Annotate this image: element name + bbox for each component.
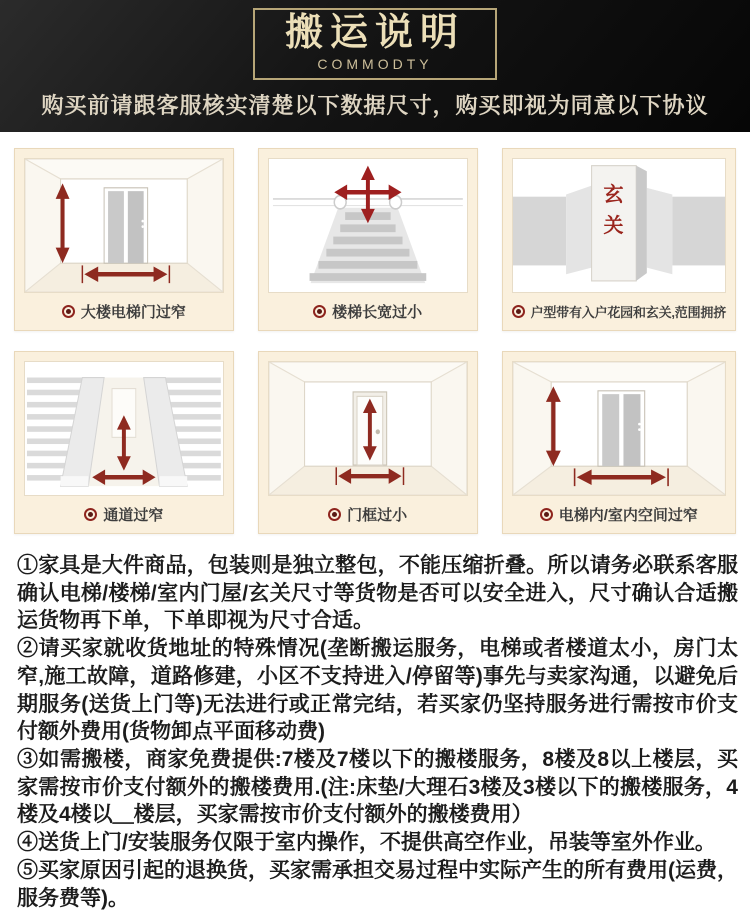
term-item-4: ④送货上门/安装服务仅限于室内操作，不提供高空作业，吊装等室外作业。 [17,831,716,855]
door-room-illustration [268,361,468,496]
bullseye-icon [328,508,341,521]
page-subtitle: COMMODTY [317,55,433,72]
bullseye-icon [512,305,525,318]
card-narrow-passage [14,351,234,534]
card-entry-hallway [502,148,736,331]
bullseye-icon [84,508,97,521]
card-stairs [258,148,478,331]
bullseye-icon [313,305,326,318]
elevator-room-illustration [512,361,726,496]
door-room-icon [269,362,467,495]
card-caption [512,293,726,330]
caption-label: 户型带有入户花园和玄关,范围拥挤 [530,305,726,320]
caption-label: 大楼电梯门过窄 [80,304,186,321]
card-caption [512,496,726,533]
terms-section [0,542,750,922]
card-elevator-door [14,148,234,331]
term-item-5: ⑤买家原因引起的退换货，买家需承担交易过程中实际产生的所有费用(运费，服务费等)。 [17,858,738,910]
narrow-passage-illustration [24,361,224,496]
card-caption [24,293,224,330]
elevator-room-icon [513,362,725,495]
term-item-1: ①家具是大件商品，包装则是独立整包，不能压缩折叠。所以请务必联系客服确认电梯/楼梯/室内门屋/玄关尺寸等货物是否可以安全进入，尺寸确认合适搬运货物再下单，下单即视为尺寸合适。 [17,554,738,633]
stairs-icon [269,159,467,292]
card-caption [268,496,468,533]
caption-label: 楼梯长宽过小 [332,304,423,321]
caption-label: 门框过小 [347,507,408,524]
elevator-room-icon [25,159,223,292]
illustration-grid [0,132,750,542]
card-caption [268,293,468,330]
term-item-2: ②请买家就收货地址的特殊情况(垄断搬运服务，电梯或者楼道太小，房门太窄,施工故障，道路修建，小区不支持进入/停留等)事先与卖家沟通，以避免后期服务(送货上门等)无法进行或正常完结，若买家仍坚持服务进行需按市价支付额外费用(货物卸点平面移动费) [17,637,738,744]
narrow-passage-icon [25,362,223,495]
card-elevator-space [502,351,736,534]
term-item-3: ③如需搬楼，商家免费提供:7楼及7楼以下的搬楼服务，8楼及8以上楼层，买家需按市价支付额外的搬楼费用.(注:床垫/大理石3楼及3楼以下的搬楼服务，4楼及4楼以＿楼层，买家需按市价支付额外的搬楼费用） [17,748,738,827]
card-caption [24,496,224,533]
entry-hallway-illustration [512,158,726,293]
pillar-label: 玄关 [603,184,624,238]
stairs-illustration [268,158,468,293]
caption-label: 通道过窄 [103,507,164,524]
card-door-frame [258,351,478,534]
bullseye-icon [540,508,553,521]
bullseye-icon [62,305,75,318]
header-banner [0,0,750,132]
elevator-room-illustration [24,158,224,293]
caption-label: 电梯内/室内空间过窄 [558,507,698,524]
title-box [253,8,497,80]
page-title: 搬运说明 [284,12,465,54]
header-tagline: 购买前请跟客服核实清楚以下数据尺寸，购买即视为同意以下协议 [41,92,709,118]
